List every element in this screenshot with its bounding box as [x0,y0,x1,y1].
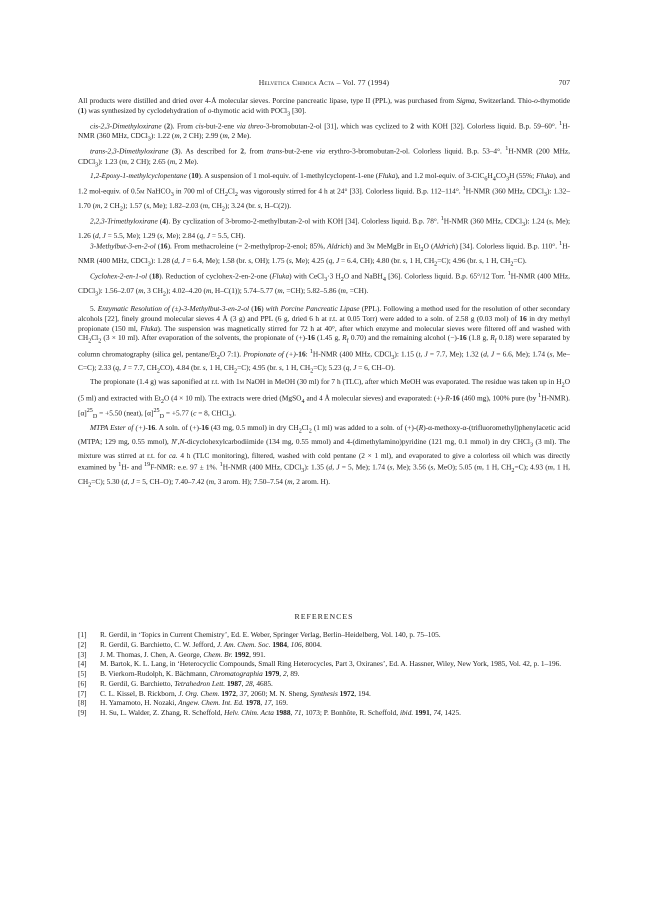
reference-item [78,708,570,718]
reference-text: M. Bartok, K. L. Lang, in ‘Heterocyclic Compounds, Small Ring Heterocycles, Part 3, Oxiranes’, Ed. A. Hassner, Wiley, New York, 1985, Vol. 42, p. 1–196. [100,659,562,669]
page-header [78,78,570,90]
reference-item [78,689,570,699]
reference-number: [2] [78,639,87,649]
reference-item [78,640,570,650]
paragraph: cis-2,3-Dimethyloxirane (2). From cis-but-2-ene via threo-3-bromobutan-2-ol [31], which was cyclized to 2 with KOH [32]. Colorless liquid. B.p. 59–60°. $^1$H-NMR (360 MHz, CDCl$_3$): 1.22 (m, 2 CH); 2.99 (m, 2 Me). [78,120,570,143]
reference-text: R. Gerdil, G. Barchietto, C. W. Jefford, J. Am. Chem. Soc. 1984, 106, 8004. [100,639,322,649]
paragraph: MTPA Ester of (+)-16. A soln. of (+)-16 (43 mg, 0.5 mmol) in dry $CH_2Cl_2$ (1 ml) was added to a soln. of (+)-(R)-α-methoxy-α-(trifluoromethyl)phenylacetic acid (MTPA; 129 mg, 0.55 mmol), N′,N-dicyclohexylcarbodiimide (134 mg, 0.55 mmol) and 4-(dimethylamino)pyridine (121 mg, 0.1 mmol) in dry CHCl$_3$ (3 ml). The mixture was stirred at r.t. for ca. 4 h (TLC monitoring), filtered, washed with cold pentane (2 × 1 ml), and evaporated to give a colorless oil which was directly examined by $^1$H- and $^{19}$F-NMR: e.e. 97 ± 1%. $^1$H-NMR (400 MHz, CDCl$_3$): 1.35 (d, J = 5, Me); 1.74 (s, Me); 3.56 (s, MeO); 5.05 (m, 1 H, $CH_2=C$); 4.93 (m, 1 H, $CH_2=C$); 5.30 (d, J = 5, CH–O); 7.40–7.42 (m, 3 arom. H); 7.50–7.54 (m, 2 arom. H). [78,422,571,489]
reference-item [78,659,570,669]
reference-number: [6] [78,678,87,688]
reference-number: [4] [78,659,87,669]
paragraph: 2,2,3-Trimethyloxirane (4). By cyclization of 3-bromo-2-methylbutan-2-ol with KOH [34]. Colorless liquid. B.p. 78°. $^1$H-NMR (360 MHz, CDCl$_3$): 1.24 (s, Me); 1.26 (d, J = 5.5, Me); 1.29 (s, Me); 2.84 (q, J = 5.5, CH). [78,215,570,240]
paragraph: 5. Enzymatic Resolution of (±)-3-Methylbut-3-en-2-ol (16) with Porcine Pancreatic Lipase (PPL). Following a method used for the resolution of other secondary alcohols [22], finely ground molecular sieves 4 Å (3 g) and PPL (6 g, dried 6 h at r.t. at 0.05 Torr) were added to a soln. of 2.58 g (0.03 mol) of 16 in dry methyl propionate (150 ml, Fluka). The suspension was magnetically stirred for 72 h at 40°, after which enzyme and molecular sieves were filtered off and washed with $CH_2Cl_2$ (3 × 10 ml). After evaporation of the solvents, the propionate of (+)-16 (1.45 g, $R_f$ 0.70) and the remaining alcohol (−)-16 (1.8 g, $R_f$ 0.18) were separated by column chromatography (silica gel, pentane/$Et_2O$ 7:1). Propionate of (+)-16: $^1$H-NMR (400 MHz, CDCl$_3$): 1.15 (t, J = 7.7, Me); 1.32 (d, J = 6.6, Me); 1.74 (s, Me–C=C); 2.33 (q, J = 7.7, $CH_2CO$), 4.84 (br. s, 1 H, $CH_2=C$); 4.95 (br. s, 1 H, $CH_2=C$); 5.23 (q, J = 6, CH–O). [78,304,570,375]
reference-text: H. Yamamoto, H. Nozaki, Angew. Chem. Int. Ed. 1978, 17, 169. [100,698,288,708]
reference-item [78,669,570,679]
paragraph: 1,2-Epoxy-1-methylcyclopentane (10). A suspension of 1 mol-equiv. of 1-methylcyclopent-1-ene (Fluka), and 1.2 mol-equiv. of $3-ClC_6H_4CO_3H$ (55%; Fluka), and 1.2 mol-equiv. of 0.5m NaHCO$_3$ in 700 ml of $CH_2Cl_2$ was vigorously stirred for 4 h at 24° [33]. Colorless liquid. B.p. 112–114°. $^1$H-NMR (360 MHz, CDCl$_3$): 1.32–1.70 (m, 2 $CH_2$); 1.57 (s, Me); 1.82–2.03 (m, $CH_2$); 3.24 (br. s, H–C(2)). [78,170,570,213]
reference-text: H. Su, L. Walder, Z. Zhang, R. Scheffold, Helv. Chim. Acta 1988, 71, 1073; P. Bonhôte, R. Scheffold, ibid. 1991, 74, 1425. [100,708,461,717]
reference-item [78,698,570,708]
running-head: Helvetica Chimica Acta – Vol. 77 (1994) [258,78,390,87]
reference-text: J. M. Thomas, J. Chen, A. George, Chem. Br. 1992, 991. [100,649,266,659]
paragraph: The propionate (1.4 g) was saponified at r.t. with 1m NaOH in MeOH (30 ml) for 7 h (TLC), after which MeOH was evaporated. The residue was taken up in $H_2O$ (5 ml) and extracted with $Et_2O$ (4 × 10 ml). The extracts were dried (MgSO$_4$ and 4 Å molecular sieves) and evaporated: (+)-R-16 (460 mg), 100% pure (by $^1$H-NMR). $[\alpha]^{25}_D = +5.50$ (neat), $[\alpha]^{25}_D = +5.77$ (c = 8, CHCl$_3$). [78,377,570,421]
reference-number: [7] [78,688,87,698]
page-number: 707 [558,78,570,87]
reference-text: C. L. Kissel, B. Rickborn, J. Org. Chem. 1972, 37, 2060; M. N. Sheng, Synthesis 1972, 194. [100,688,371,698]
reference-item [78,650,570,660]
reference-number: [5] [78,669,87,678]
reference-text: B. Vierkorn-Rudolph, K. Bächmann, Chromatographia 1979, 2, 89. [100,669,300,678]
reference-number: [3] [78,649,87,659]
reference-number: [9] [78,708,87,717]
reference-item [78,630,570,640]
reference-number: [8] [78,698,87,708]
references-heading: REFERENCES [294,612,354,621]
reference-text: R. Gerdil, in ‘Topics in Current Chemistry’, Ed. E. Weber, Springer Verlag, Berlin–Heidelberg, Vol. 140, p. 75–105. [100,630,441,639]
reference-text: R. Gerdil, G. Barchietto, Tetrahedron Lett. 1987, 28, 4685. [100,678,273,688]
body-text [78,96,570,491]
reference-item [78,679,570,689]
paragraph: All products were distilled and dried over 4-Å molecular sieves. Porcine pancreatic lipase, type II (PPL), was purchased from Sigma, Switzerland. Thio-o-thymotide (1) was synthesized by cyclodehydration of o-thymotic acid with POCl$_3$ [30]. [78,96,570,118]
reference-number: [1] [78,630,87,639]
paragraph: 3-Methylbut-3-en-2-ol (16). From methacroleine (= 2-methylprop-2-enol; 85%, Aldrich) and 3m MeMgBr in $Et_2O$ (Aldrich) [34]. Colorless liquid. B.p. 110°. $^1$H-NMR (400 MHz, CDCl$_3$): 1.28 (d, J = 6.4, Me); 1.58 (br. s, OH); 1.75 (s, Me); 4.25 (q, J = 6.4, CH); 4.80 (br. s, 1 H, $CH_2=C$); 4.96 (br. s, 1 H, $CH_2=C$). [78,241,570,268]
paragraph: trans-2,3-Dimethyloxirane (3). As described for 2, from trans-but-2-ene via erythro-3-bromobutan-2-ol. Colorless liquid. B.p. 53–4°. $^1$H-NMR (200 MHz, CDCl$_3$): 1.23 (m, 2 CH); 2.65 (m, 2 Me). [78,146,570,169]
references-list [78,630,570,718]
paragraph: Cyclohex-2-en-1-ol (18). Reduction of cyclohex-2-en-2-one (Fluka) with CeCl$_3$·3 $H_2O$ and NaBH$_4$ [36]. Colorless liquid. B.p. 65°/12 Torr. $^1$H-NMR (400 MHz, CDCl$_3$): 1.56–2.07 (m, 3 $CH_2$); 4.02–4.20 (m, H–C(1)); 5.74–5.77 (m, =CH); 5.82–5.86 (m, =CH). [78,271,570,298]
